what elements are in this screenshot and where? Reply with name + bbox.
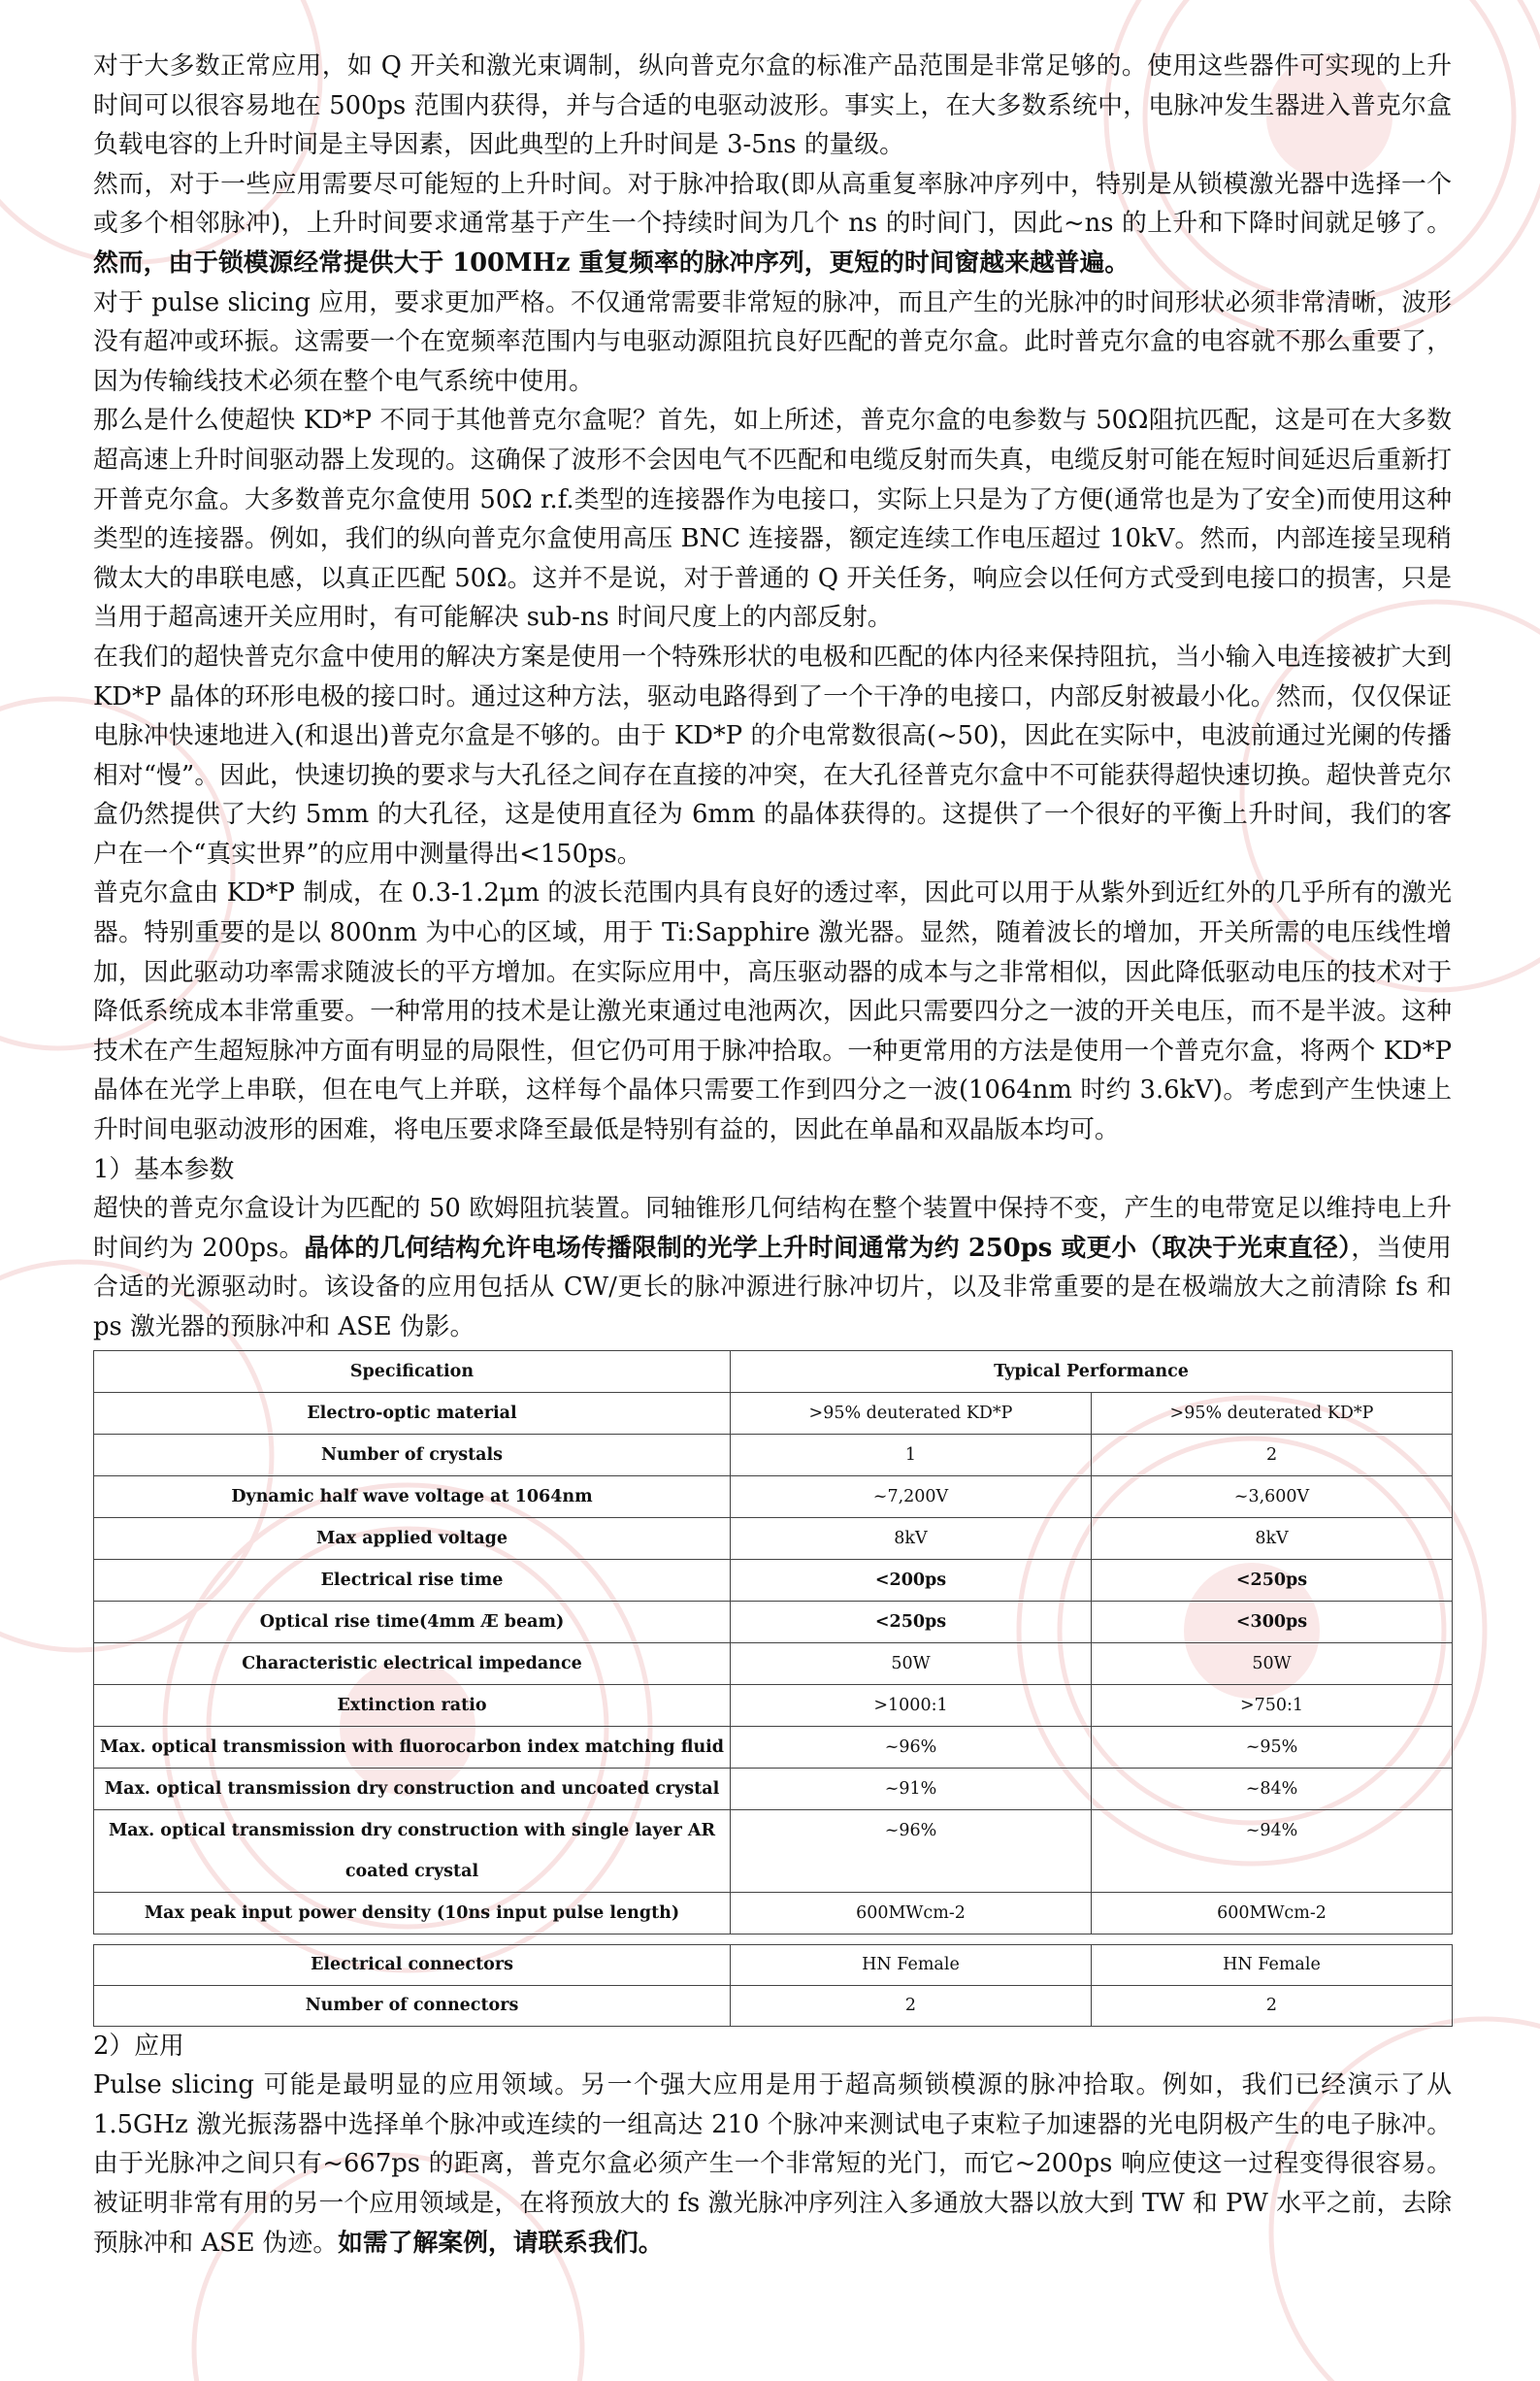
row-value-2: 50W xyxy=(1092,1642,1453,1684)
table-row xyxy=(94,1809,1453,1892)
spec-header: Specification xyxy=(94,1350,731,1392)
row-value-1: ~7,200V xyxy=(731,1475,1092,1517)
table-row xyxy=(94,1684,1453,1726)
table-row xyxy=(94,1768,1453,1809)
typical-performance-header: Typical Performance xyxy=(731,1350,1453,1392)
row-label: Characteristic electrical impedance xyxy=(94,1642,731,1684)
row-value-2: ~95% xyxy=(1092,1726,1453,1768)
row-value-1: 50W xyxy=(731,1642,1092,1684)
row-value-2: 2 xyxy=(1092,1434,1453,1475)
connector-table xyxy=(93,1944,1453,2027)
table-gap xyxy=(93,1935,1452,1944)
table-row xyxy=(94,1642,1453,1684)
section-1-bold: 晶体的几何结构允许电场传播限制的光学上升时间通常为约 250ps 或更小（取决于光束直径） xyxy=(304,1233,1352,1263)
section-2-paragraph: Pulse slicing 可能是最明显的应用领域。另一个强大应用是用于超高频锁模源的脉冲拾取。例如，我们已经演示了从 1.5GHz 激光振荡器中选择单个脉冲或连续的一组高达 210 个脉冲来测试电子束粒子加速器的光电阴极产生的电子脉冲。由于光脉冲之间只有~667ps 的距离，普克尔盒必须产生一个非常短的光门，而它~200ps 响应使这一过程变得很容易。被证明非常有用的另一个应用领域是，在将预放大的 fs 激光脉冲序列注入多通放大器以放大到 TW 和 PW 水平之前，去除预脉冲和 ASE 伪迹。如需了解案例，请联系我们。 xyxy=(93,2070,1452,2258)
row-value-1: >95% deuterated KD*P xyxy=(731,1392,1092,1434)
table-row xyxy=(94,1475,1453,1517)
row-value-1: >1000:1 xyxy=(731,1684,1092,1726)
section-heading-basic-params: 1）基本参数 xyxy=(93,1154,235,1184)
paragraph-2-bold: 然而，由于锁模源经常提供大于 100MHz 重复频率的脉冲序列，更短的时间窗越来越普遍。 xyxy=(93,248,1130,278)
paragraph-4: 那么是什么使超快 KD*P 不同于其他普克尔盒呢？首先，如上所述，普克尔盒的电参数与 50Ω阻抗匹配，这是可在大多数超高速上升时间驱动器上发现的。这确保了波形不会因电气不匹配和电缆反射而失真，电缆反射可能在短时间延迟后重新打开普克尔盒。大多数普克尔盒使用 50Ω r.f.类型的连接器作为电接口，实际上只是为了方便(通常也是为了安全)而使用这种类型的连接器。例如，我们的纵向普克尔盒使用高压 BNC 连接器，额定连续工作电压超过 10kV。然而，内部连接呈现稍微太大的串联电感，以真正匹配 50Ω。这并不是说，对于普通的 Q 开关任务，响应会以任何方式受到电接口的损害，只是当用于超高速开关应用时，有可能解决 sub-ns 时间尺度上的内部反射。 xyxy=(93,406,1452,633)
table-row xyxy=(94,1601,1453,1642)
section-heading-applications: 2）应用 xyxy=(93,2031,184,2061)
row-value-1: HN Female xyxy=(731,1944,1092,1985)
row-label: Number of crystals xyxy=(94,1434,731,1475)
row-value-1: 8kV xyxy=(731,1517,1092,1559)
row-label: Electrical rise time xyxy=(94,1559,731,1601)
table-row xyxy=(94,1892,1453,1934)
section-2-bold: 如需了解案例，请联系我们。 xyxy=(338,2228,664,2258)
paragraph-1: 对于大多数正常应用，如 Q 开关和激光束调制，纵向普克尔盒的标准产品范围是非常足够的。使用这些器件可实现的上升时间可以很容易地在 500ps 范围内获得，并与合适的电驱动波形。事实上，在大多数系统中，电脉冲发生器进入普克尔盒负载电容的上升时间是主导因素，因此典型的上升时间是 3-5ns 的量级。 xyxy=(93,51,1452,160)
row-label: Max. optical transmission with fluorocarbon index matching fluid xyxy=(94,1726,731,1768)
row-label: Electrical connectors xyxy=(94,1944,731,1985)
paragraph-2: 然而，对于一些应用需要尽可能短的上升时间。对于脉冲拾取(即从高重复率脉冲序列中，特别是从锁模激光器中选择一个或多个相邻脉冲)，上升时间要求通常基于产生一个持续时间为几个 ns 的时间门，因此~ns 的上升和下降时间就足够了。然而，由于锁模源经常提供大于 100MHz 重复频率的脉冲序列，更短的时间窗越来越普遍。 xyxy=(93,169,1452,278)
row-label: Electro-optic material xyxy=(94,1392,731,1434)
row-value-2: 2 xyxy=(1092,1985,1453,2026)
row-label: Max peak input power density (10ns input pulse length) xyxy=(94,1892,731,1934)
row-value-2: 600MWcm-2 xyxy=(1092,1892,1453,1934)
table-row xyxy=(94,1726,1453,1768)
row-label: Max applied voltage xyxy=(94,1517,731,1559)
document-body xyxy=(93,47,1452,2263)
table-row xyxy=(94,1559,1453,1601)
row-value-1: ~91% xyxy=(731,1768,1092,1809)
row-value-1: <250ps xyxy=(731,1601,1092,1642)
spec-table-header-row xyxy=(94,1350,1453,1392)
row-label: Extinction ratio xyxy=(94,1684,731,1726)
paragraph-5: 在我们的超快普克尔盒中使用的解决方案是使用一个特殊形状的电极和匹配的体内径来保持阻抗，当小输入电连接被扩大到 KD*P 晶体的环形电极的接口时。通过这种方法，驱动电路得到了一个干净的电接口，内部反射被最小化。然而，仅仅保证电脉冲快速地进入(和退出)普克尔盒是不够的。由于 KD*P 的介电常数很高(~50)，因此在实际中，电波前通过光阑的传播相对“慢”。因此，快速切换的要求与大孔径之间存在直接的冲突，在大孔径普克尔盒中不可能获得超快速切换。超快普克尔盒仍然提供了大约 5mm 的大孔径，这是使用直径为 6mm 的晶体获得的。这提供了一个很好的平衡上升时间，我们的客户在一个“真实世界”的应用中测量得出<150ps。 xyxy=(93,642,1452,869)
paragraph-3: 对于 pulse slicing 应用，要求更加严格。不仅通常需要非常短的脉冲，而且产生的光脉冲的时间形状必须非常清晰，波形没有超冲或环振。这需要一个在宽频率范围内与电驱动源阻抗良好匹配的普克尔盒。此时普克尔盒的电容就不那么重要了，因为传输线技术必须在整个电气系统中使用。 xyxy=(93,287,1452,396)
row-value-2: ~3,600V xyxy=(1092,1475,1453,1517)
row-label: Optical rise time(4mm Æ beam) xyxy=(94,1601,731,1642)
row-value-2: 8kV xyxy=(1092,1517,1453,1559)
row-value-1: ~96% xyxy=(731,1726,1092,1768)
row-value-2: >95% deuterated KD*P xyxy=(1092,1392,1453,1434)
table-row xyxy=(94,1434,1453,1475)
table-row xyxy=(94,1944,1453,1985)
spec-table xyxy=(93,1350,1453,1935)
row-label: Max. optical transmission dry construction with single layer AR coated crystal xyxy=(94,1809,731,1892)
paragraph-6: 普克尔盒由 KD*P 制成，在 0.3-1.2μm 的波长范围内具有良好的透过率，因此可以用于从紫外到近红外的几乎所有的激光器。特别重要的是以 800nm 为中心的区域，用于 Ti:Sapphire 激光器。显然，随着波长的增加，开关所需的电压线性增加，因此驱动功率需求随波长的平方增加。在实际应用中，高压驱动器的成本与之非常相似，因此降低驱动电压的技术对于降低系统成本非常重要。一种常用的技术是让激光束通过电池两次，因此只需要四分之一波的开关电压，而不是半波。这种技术在产生超短脉冲方面有明显的局限性，但它仍可用于脉冲拾取。一种更常用的方法是使用一个普克尔盒，将两个 KD*P 晶体在光学上串联，但在电气上并联，这样每个晶体只需要工作到四分之一波(1064nm 时约 3.6kV)。考虑到产生快速上升时间电驱动波形的困难，将电压要求降至最低是特别有益的，因此在单晶和双晶版本均可。 xyxy=(93,878,1452,1145)
table-row xyxy=(94,1985,1453,2026)
row-label: Max. optical transmission dry construction and uncoated crystal xyxy=(94,1768,731,1809)
row-value-1: <200ps xyxy=(731,1559,1092,1601)
row-value-1: 600MWcm-2 xyxy=(731,1892,1092,1934)
row-value-1: 2 xyxy=(731,1985,1092,2026)
row-value-1: ~96% xyxy=(731,1809,1092,1892)
row-value-2: <300ps xyxy=(1092,1601,1453,1642)
row-value-2: <250ps xyxy=(1092,1559,1453,1601)
row-value-2: ~94% xyxy=(1092,1809,1453,1892)
row-label: Dynamic half wave voltage at 1064nm xyxy=(94,1475,731,1517)
row-value-2: >750:1 xyxy=(1092,1684,1453,1726)
row-value-2: ~84% xyxy=(1092,1768,1453,1809)
row-value-2: HN Female xyxy=(1092,1944,1453,1985)
row-label: Number of connectors xyxy=(94,1985,731,2026)
row-value-1: 1 xyxy=(731,1434,1092,1475)
table-row xyxy=(94,1392,1453,1434)
table-row xyxy=(94,1517,1453,1559)
section-1-paragraph: 超快的普克尔盒设计为匹配的 50 欧姆阻抗装置。同轴锥形几何结构在整个装置中保持不变，产生的电带宽足以维持电上升时间约为 200ps。晶体的几何结构允许电场传播限制的光学上升时间通常为约 250ps 或更小（取决于光束直径），当使用合适的光源驱动时。该设备的应用包括从 CW/更长的脉冲源进行脉冲切片，以及非常重要的是在极端放大之前清除 fs 和 ps 激光器的预脉冲和 ASE 伪影。 xyxy=(93,1194,1452,1341)
